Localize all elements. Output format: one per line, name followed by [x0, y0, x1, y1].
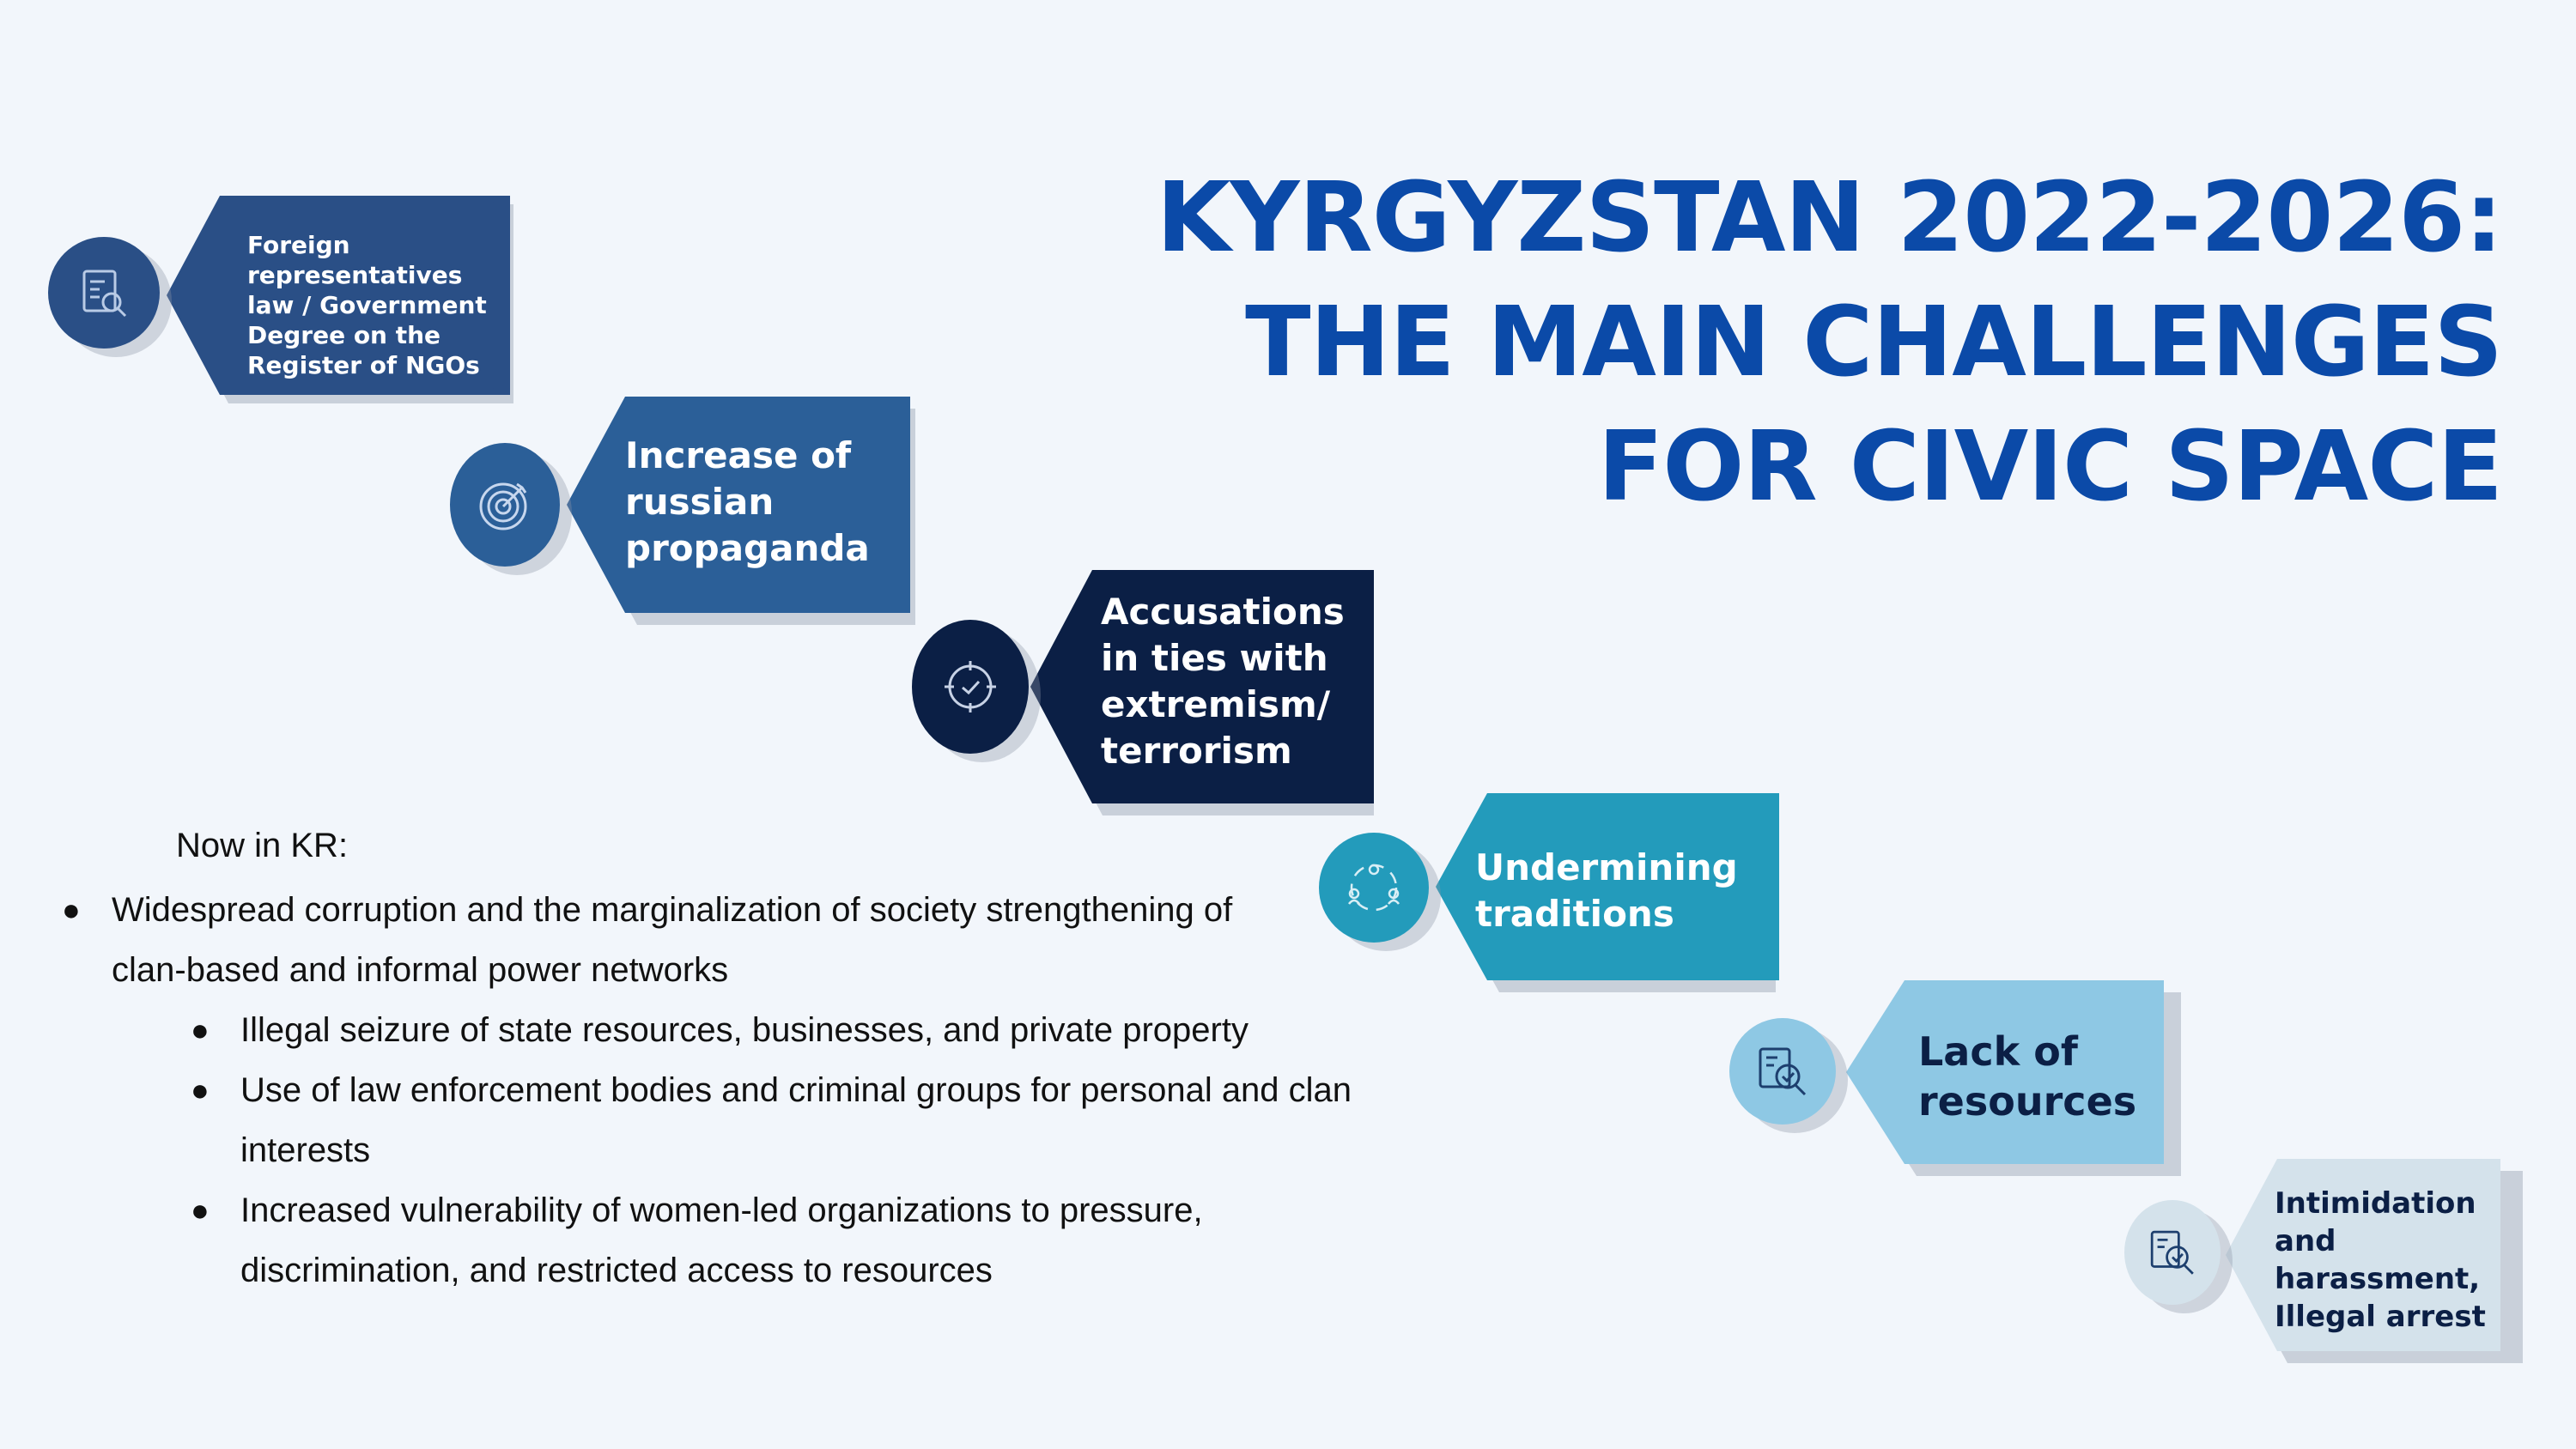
- title-line-3: FOR CIVIC SPACE: [1597, 411, 2502, 523]
- step-2-label: Increase of russian propaganda: [625, 434, 870, 569]
- step-3-label: Accusations in ties with extremism/ terrorism: [1101, 591, 1345, 772]
- challenge-step-5: [1729, 980, 2210, 1179]
- document-approval-icon: [1752, 1040, 1814, 1102]
- target-icon: [474, 474, 536, 536]
- crosshair-check-icon: [940, 657, 1000, 717]
- bullet-dot: ●: [191, 1072, 210, 1107]
- page-title: [1042, 156, 2502, 530]
- step-5-icon-circle: [1729, 1018, 1836, 1125]
- challenge-step-1: [48, 196, 503, 400]
- people-circle-icon: [1342, 856, 1406, 919]
- step-2-icon-circle: [450, 443, 560, 567]
- step-6-label: Intimidation and harassment, Illegal arrest: [2275, 1186, 2486, 1334]
- document-approval-icon: [2144, 1224, 2201, 1281]
- sub-bullet-item-3: ● Increased vulnerability of women-led organizations to pressure, discrimination, and restricted access to resources: [240, 1180, 1203, 1300]
- body-intro: Now in KR:: [176, 827, 349, 864]
- bullet-dot: ●: [191, 1012, 210, 1047]
- document-search-icon: [74, 263, 134, 323]
- step-1-icon-circle: [48, 237, 160, 349]
- bullet-item-1: ● Widespread corruption and the marginalization of society strengthening of clan-based and informal power networks: [112, 880, 1232, 1000]
- challenge-step-6: [2124, 1159, 2537, 1365]
- sub-bullet-item-1: ● Illegal seizure of state resources, businesses, and private property: [240, 1000, 1249, 1060]
- step-5-label: Lack of resources: [1918, 1028, 2137, 1125]
- title-line-2: THE MAIN CHALLENGES: [1245, 287, 2502, 398]
- step-1-label: Foreign representatives law / Government Degree on the Register of NGOs: [247, 231, 487, 379]
- bullet-dot: ●: [191, 1192, 210, 1228]
- step-4-icon-circle: [1319, 833, 1429, 943]
- challenge-step-2: [450, 397, 914, 630]
- title-line-1: KYRGYZSTAN 2022-2026:: [1156, 162, 2502, 274]
- step-4-label: Undermining traditions: [1475, 846, 1738, 935]
- step-3-icon-circle: [912, 620, 1029, 754]
- challenge-step-4: [1319, 793, 1800, 992]
- step-6-icon-circle: [2124, 1200, 2221, 1305]
- sub-bullet-item-2: ● Use of law enforcement bodies and criminal groups for personal and clan interests: [240, 1060, 1352, 1180]
- bullet-dot: ●: [62, 892, 81, 927]
- challenge-step-3: [912, 570, 1410, 819]
